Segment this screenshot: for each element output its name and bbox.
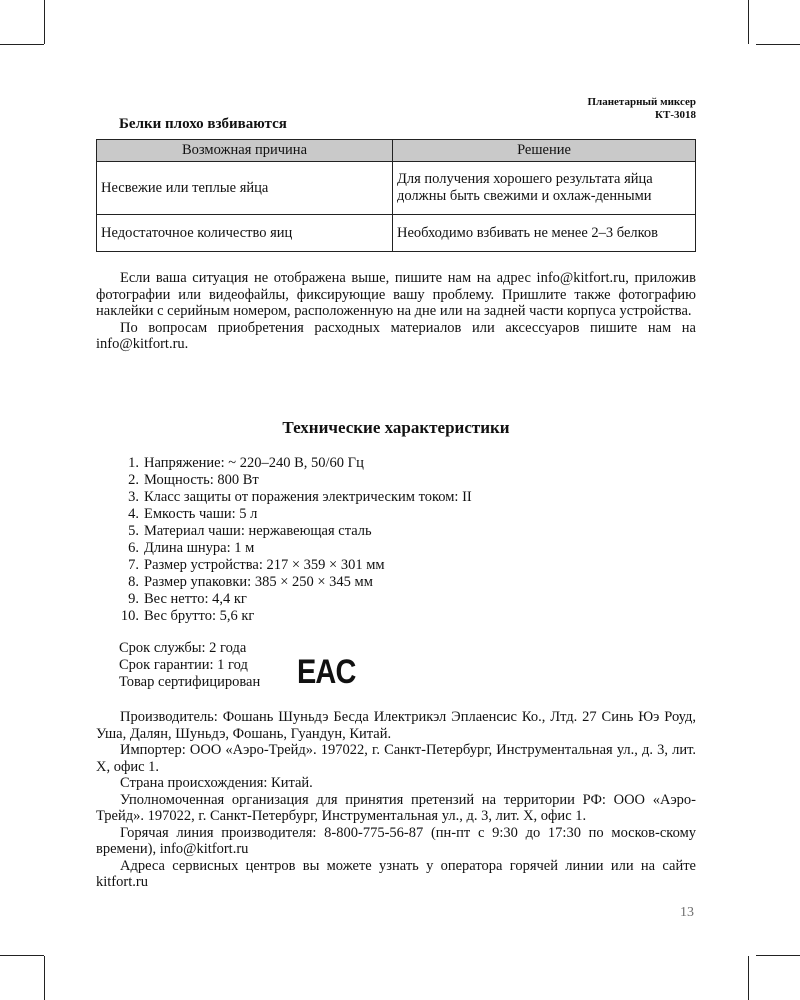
- origin-paragraph: Страна происхождения: Китай.: [120, 775, 313, 791]
- crop-mark: [0, 44, 44, 45]
- table-row: [97, 162, 696, 215]
- running-header: [587, 96, 696, 122]
- troubleshooting-title: Белки плохо взбиваются: [119, 116, 287, 132]
- table-header-row: [97, 140, 696, 162]
- list-item: 8. Размер упаковки: 385 × 250 × 345 мм: [128, 574, 373, 590]
- crop-mark: [756, 44, 800, 45]
- warranty-period: Срок гарантии: 1 год: [119, 657, 248, 673]
- specs-list: [96, 455, 656, 625]
- list-item: 7. Размер устройства: 217 × 359 × 301 мм: [128, 557, 385, 573]
- manufacturer-paragraph: Производитель: Фошань Шуньдэ Бесда Илектрикэл Эплаенсис Ко., Лтд. 27 Синь Юэ Роуд, Уша, Далян, Шуньдэ, Фошань, Гуандун, Китай.: [96, 709, 696, 742]
- header-product: Планетарный миксер: [587, 96, 696, 108]
- list-item: 2. Мощность: 800 Вт: [128, 472, 259, 488]
- column-header-cause: Возможная причина: [97, 140, 393, 162]
- list-item: 1. Напряжение: ~ 220–240 В, 50/60 Гц: [128, 455, 364, 471]
- crop-mark: [748, 956, 749, 1000]
- service-lifetime: Срок службы: 2 года: [119, 640, 247, 656]
- specs-title: Технические характеристики: [282, 418, 510, 437]
- crop-mark: [756, 955, 800, 956]
- troubleshooting-table: [96, 139, 696, 252]
- importer-paragraph: Импортер: ООО «Аэро-Трейд». 197022, г. Санкт-Петербург, Инструментальная ул., д. 3, лит. Х, офис 1.: [96, 742, 696, 775]
- crop-mark: [44, 0, 45, 44]
- contact-paragraph: По вопросам приобретения расходных материалов или аксессуаров пишите нам на info@kitfort.ru.: [96, 319, 696, 352]
- header-model: КТ-3018: [655, 109, 696, 121]
- list-item: 5. Материал чаши: нержавеющая сталь: [128, 523, 372, 539]
- claims-paragraph: Уполномоченная организация для принятия претензий на территории РФ: ООО «Аэро-Трейд». 197022, г. Санкт-Петербург, Инструментальная ул., д. 3, лит. Х, офис 1.: [96, 791, 696, 824]
- list-item: 6. Длина шнура: 1 м: [128, 540, 255, 556]
- list-item: 10. Вес брутто: 5,6 кг: [120, 608, 255, 624]
- list-item: 9. Вес нетто: 4,4 кг: [128, 591, 247, 607]
- eac-mark-icon: EAC: [297, 653, 356, 691]
- contact-paragraph: Если ваша ситуация не отображена выше, пишите нам на адрес info@kitfort.ru, приложив фотографии или видеофайлы, фиксирующие вашу проблему. Пришлите также фотографию наклейки с серийным номером, расположенную на дне или на задней части корпуса устройства.: [96, 270, 696, 319]
- table-row: [97, 215, 696, 252]
- cause-cell: Несвежие или теплые яйца: [97, 162, 393, 215]
- list-item: 3. Класс защиты от поражения электрическим током: II: [128, 489, 472, 505]
- service-centers-paragraph: Адреса сервисных центров вы можете узнать у оператора горячей линии или на сайте kitfort.ru: [96, 857, 696, 890]
- solution-cell: Для получения хорошего результата яйца должны быть свежими и охлаж-денными: [393, 162, 696, 215]
- crop-mark: [748, 0, 749, 44]
- certification-note: Товар сертифицирован: [119, 674, 261, 690]
- crop-mark: [44, 956, 45, 1000]
- solution-cell: Необходимо взбивать не менее 2–3 белков: [393, 215, 696, 252]
- contact-info: [96, 270, 696, 353]
- hotline-paragraph: Горячая линия производителя: 8-800-775-56-87 (пн-пт с 9:30 до 17:30 по москов-скому времени), info@kitfort.ru: [96, 824, 696, 857]
- cause-cell: Недостаточное количество яиц: [97, 215, 393, 252]
- page-number: 13: [680, 905, 694, 920]
- service-info: [119, 640, 260, 691]
- list-item: 4. Емкость чаши: 5 л: [128, 506, 258, 522]
- column-header-solution: Решение: [393, 140, 696, 162]
- crop-mark: [0, 955, 44, 956]
- manufacturer-info: [96, 709, 696, 891]
